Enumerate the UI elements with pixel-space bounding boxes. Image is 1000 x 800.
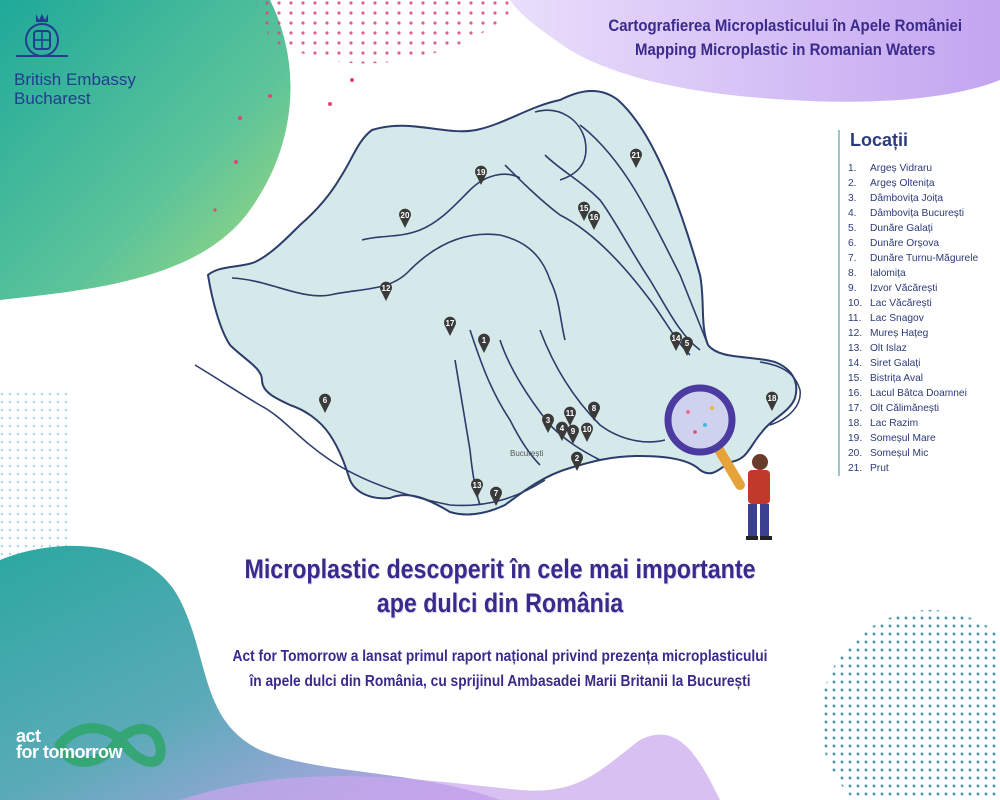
header-title-ro: Cartografierea Microplasticului în Apele României <box>608 16 962 35</box>
pink-dot-pattern <box>255 0 520 63</box>
magnifying-glass-icon <box>668 388 732 452</box>
legend-item-name: Mureș Hațeg <box>870 328 929 339</box>
legend-item-name: Lacul Bâtca Doamnei <box>870 388 967 399</box>
legend-item-name: Siret Galați <box>870 358 921 369</box>
legend-item-name: Prut <box>870 463 889 474</box>
svg-text:8: 8 <box>591 404 597 413</box>
legend-item <box>848 416 1000 431</box>
legend-item-number: 9. <box>848 283 857 294</box>
legend-item <box>848 401 1000 416</box>
legend-item-name: Argeș Oltenița <box>870 178 935 189</box>
city-label-bucharest: București <box>510 449 544 458</box>
legend-item-number: 18. <box>848 418 863 429</box>
legend-item-name: Lac Razim <box>870 418 919 429</box>
svg-text:2: 2 <box>574 454 580 463</box>
svg-text:4: 4 <box>559 424 565 433</box>
legend-item-name: Lac Snagov <box>870 313 924 324</box>
embassy-line-2: Bucharest <box>14 89 91 108</box>
legend-item-number: 1. <box>848 163 857 174</box>
header-title <box>600 14 970 62</box>
svg-text:12: 12 <box>381 284 391 293</box>
legend-item-number: 10. <box>848 298 863 309</box>
header-title-en: Mapping Microplastic in Romanian Waters <box>635 40 936 59</box>
legend-item-name: Bistrița Aval <box>870 373 924 384</box>
legend-item <box>848 251 1000 266</box>
svg-text:17: 17 <box>445 319 455 328</box>
legend-item-name: Olt Islaz <box>870 343 907 354</box>
svg-text:10: 10 <box>582 425 592 434</box>
legend-item-number: 2. <box>848 178 857 189</box>
legend-item-name: Olt Călimănești <box>870 403 940 414</box>
logo-line-1: act <box>16 726 41 746</box>
legend-item <box>848 296 1000 311</box>
legend-item-number: 3. <box>848 193 857 204</box>
legend-item-number: 7. <box>848 253 857 264</box>
embassy-line-1: British Embassy <box>14 70 136 89</box>
legend-item <box>848 446 1000 461</box>
legend-item-number: 6. <box>848 238 857 249</box>
svg-text:19: 19 <box>476 168 486 177</box>
legend-item <box>848 176 1000 191</box>
legend-item <box>848 461 1000 476</box>
legend-item-number: 16. <box>848 388 863 399</box>
svg-text:6: 6 <box>322 396 328 405</box>
legend-item <box>848 266 1000 281</box>
legend-item-number: 4. <box>848 208 857 219</box>
legend-item-name: Dunăre Turnu-Măgurele <box>870 253 979 264</box>
legend-item-name: Lac Văcărești <box>870 298 932 309</box>
svg-text:14: 14 <box>671 334 681 343</box>
top-left-gradient-blob <box>0 0 290 300</box>
legend-item-number: 21. <box>848 463 863 474</box>
legend-item-number: 12. <box>848 328 863 339</box>
svg-text:16: 16 <box>589 213 599 222</box>
legend-item-number: 14. <box>848 358 863 369</box>
svg-text:1: 1 <box>481 336 487 345</box>
legend-item-number: 13. <box>848 343 863 354</box>
legend-item <box>848 161 1000 176</box>
svg-text:18: 18 <box>767 394 777 403</box>
legend-item <box>848 341 1000 356</box>
legend-list <box>848 161 1000 476</box>
subheadline <box>199 644 801 694</box>
legend-item <box>848 311 1000 326</box>
legend-item <box>848 371 1000 386</box>
svg-text:3: 3 <box>545 416 551 425</box>
legend-item-name: Dunăre Galați <box>870 223 933 234</box>
act-for-tomorrow-logo <box>16 728 122 760</box>
legend-item <box>848 326 1000 341</box>
svg-text:15: 15 <box>579 204 589 213</box>
legend-item <box>848 281 1000 296</box>
legend-item-name: Dâmbovița București <box>870 208 964 219</box>
logo-line-2: for tomorrow <box>16 742 122 762</box>
svg-text:20: 20 <box>400 211 410 220</box>
svg-text:7: 7 <box>493 489 499 498</box>
headline-line-2: ape dulci din România <box>376 588 624 618</box>
svg-text:9: 9 <box>570 427 576 436</box>
legend-title: Locații <box>850 130 909 150</box>
legend-item-name: Dunăre Orșova <box>870 238 940 249</box>
legend-item-name: Ialomița <box>870 268 906 279</box>
legend-item <box>848 206 1000 221</box>
subheadline-line-2: în apele dulci din România, cu sprijinul Ambasadei Marii Britanii la București <box>249 673 751 690</box>
legend-item-name: Dâmbovița Joița <box>870 193 944 204</box>
legend-item-name: Someșul Mic <box>870 448 929 459</box>
legend-item-number: 19. <box>848 433 863 444</box>
legend-item-name: Argeș Vidraru <box>870 163 933 174</box>
legend-item-number: 8. <box>848 268 857 279</box>
legend-item <box>848 221 1000 236</box>
legend-item <box>848 191 1000 206</box>
legend-item-number: 11. <box>848 313 862 324</box>
svg-text:11: 11 <box>565 409 575 418</box>
headline-line-1: Microplastic descoperit în cele mai importante <box>244 554 756 584</box>
svg-text:13: 13 <box>472 481 482 490</box>
embassy-name <box>14 70 136 108</box>
legend-item-name: Izvor Văcărești <box>870 283 938 294</box>
legend-item-number: 5. <box>848 223 857 234</box>
legend-item <box>848 236 1000 251</box>
legend-item <box>848 386 1000 401</box>
subheadline-line-1: Act for Tomorrow a lansat primul raport național privind prezența microplasticului <box>232 648 768 665</box>
bottom-right-dot-pattern <box>820 610 1000 800</box>
legend-item-name: Someșul Mare <box>870 433 936 444</box>
legend-item <box>848 431 1000 446</box>
locations-legend <box>838 130 1000 476</box>
svg-text:5: 5 <box>684 339 690 348</box>
legend-item <box>848 356 1000 371</box>
legend-item-number: 15. <box>848 373 863 384</box>
headline <box>225 552 775 620</box>
svg-text:21: 21 <box>631 151 641 160</box>
legend-item-number: 20. <box>848 448 863 459</box>
legend-item-number: 17. <box>848 403 863 414</box>
